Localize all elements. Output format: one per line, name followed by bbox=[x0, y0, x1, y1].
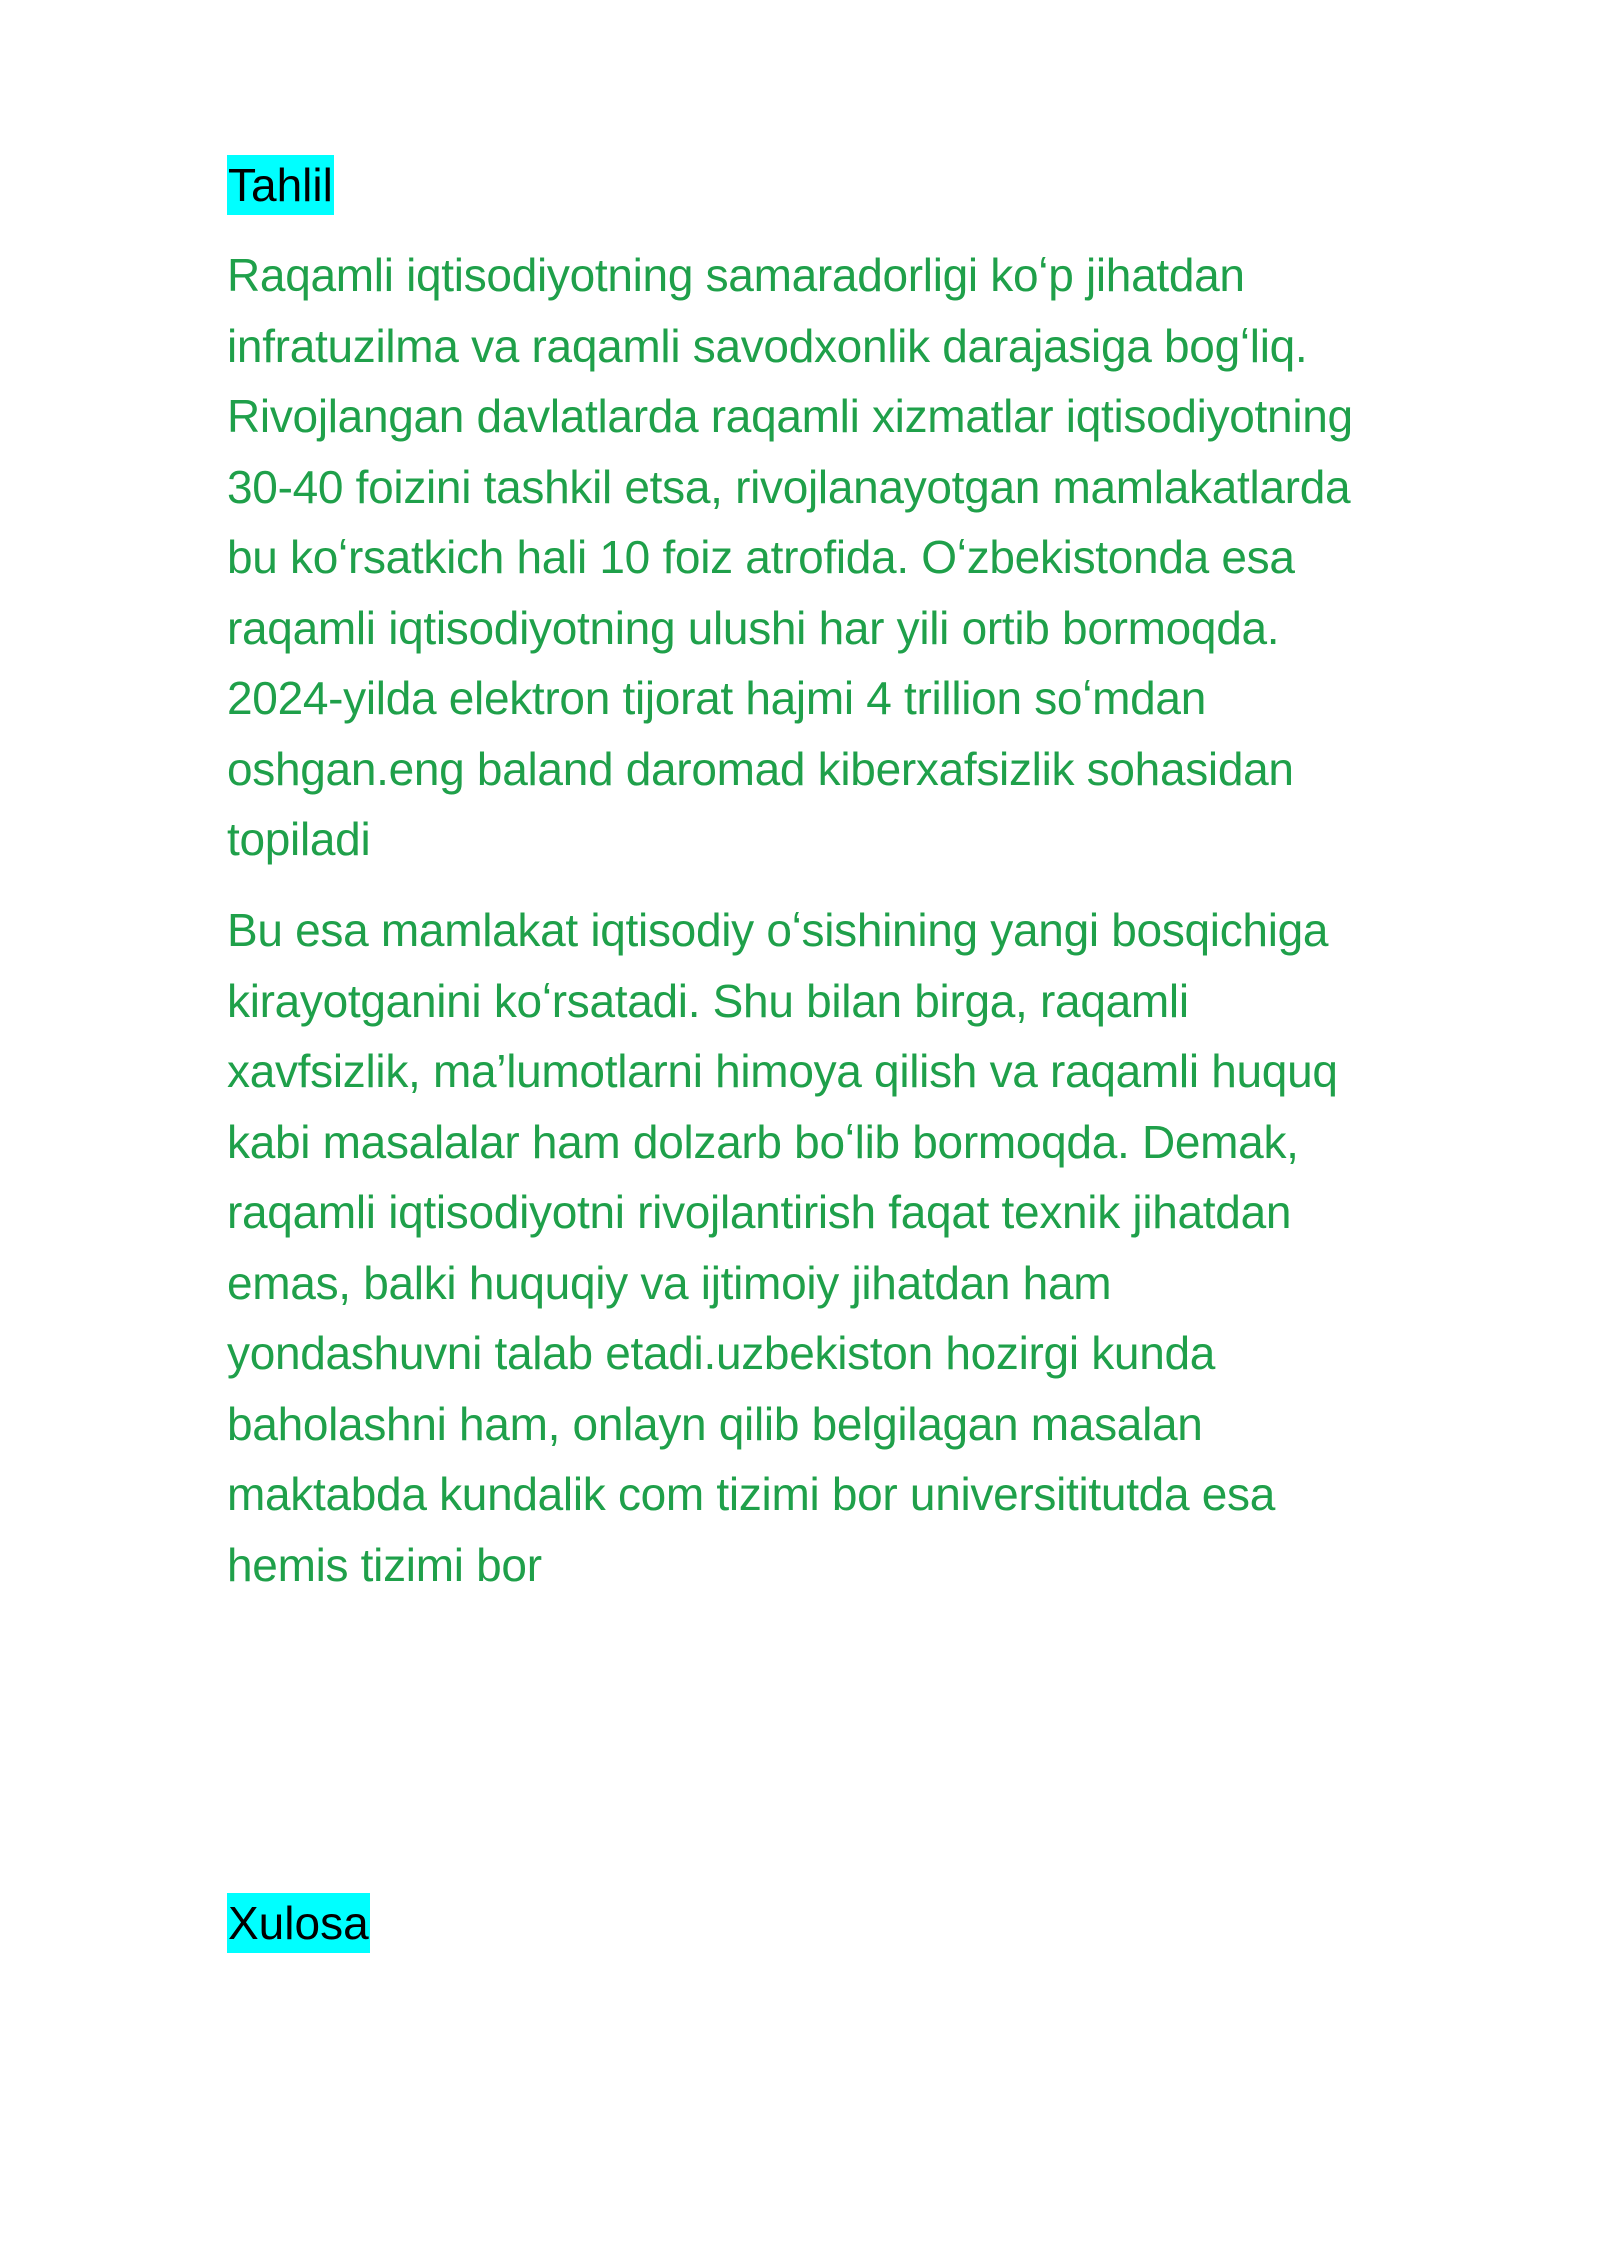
paragraph-line: 2024-yilda elektron tijorat hajmi 4 trillion soʻmdan bbox=[227, 672, 1206, 724]
section-heading-tahlil: Tahlil bbox=[227, 155, 334, 215]
paragraph-line: yondashuvni talab etadi.uzbekiston hozirgi kunda bbox=[227, 1327, 1216, 1379]
paragraph-line: bu koʻrsatkich hali 10 foiz atrofida. Oʻzbekistonda esa bbox=[227, 531, 1295, 583]
paragraph-line: kabi masalalar ham dolzarb boʻlib bormoqda. Demak, bbox=[227, 1115, 1299, 1168]
paragraph-line: Raqamli iqtisodiyotning samaradorligi koʻp jihatdan bbox=[227, 249, 1245, 301]
paragraph-line: raqamli iqtisodiyotni rivojlantirish faqat texnik jihatdan bbox=[227, 1186, 1292, 1238]
paragraph-line: raqamli iqtisodiyotning ulushi har yili ortib bormoqda. bbox=[227, 601, 1280, 654]
section-heading-xulosa: Xulosa bbox=[227, 1893, 370, 1953]
paragraph-line: Rivojlangan davlatlarda raqamli xizmatlar iqtisodiyotning bbox=[227, 390, 1353, 442]
paragraph-analysis-1 bbox=[227, 240, 1497, 875]
paragraph-analysis-2 bbox=[227, 895, 1497, 1600]
paragraph-line: hemis tizimi bor bbox=[227, 1538, 542, 1591]
paragraph-line: topiladi bbox=[227, 813, 371, 865]
paragraph-line: maktabda kundalik com tizimi bor universititutda esa bbox=[227, 1468, 1275, 1520]
paragraph-line: 30-40 foizini tashkil etsa, rivojlanayotgan mamlakatlarda bbox=[227, 460, 1351, 513]
paragraph-line: xavfsizlik, ma’lumotlarni himoya qilish va raqamli huquq bbox=[227, 1045, 1338, 1097]
paragraph-line: oshgan.eng baland daromad kiberxafsizlik sohasidan bbox=[227, 742, 1294, 795]
paragraph-line: kirayotganini koʻrsatadi. Shu bilan birga, raqamli bbox=[227, 974, 1189, 1027]
paragraph-line: baholashni ham, onlayn qilib belgilagan masalan bbox=[227, 1397, 1203, 1450]
paragraph-line: Bu esa mamlakat iqtisodiy oʻsishining yangi bosqichiga bbox=[227, 904, 1329, 956]
paragraph-line: infratuzilma va raqamli savodxonlik darajasiga bogʻliq. bbox=[227, 319, 1308, 372]
paragraph-line: emas, balki huquqiy va ijtimoiy jihatdan ham bbox=[227, 1256, 1112, 1309]
